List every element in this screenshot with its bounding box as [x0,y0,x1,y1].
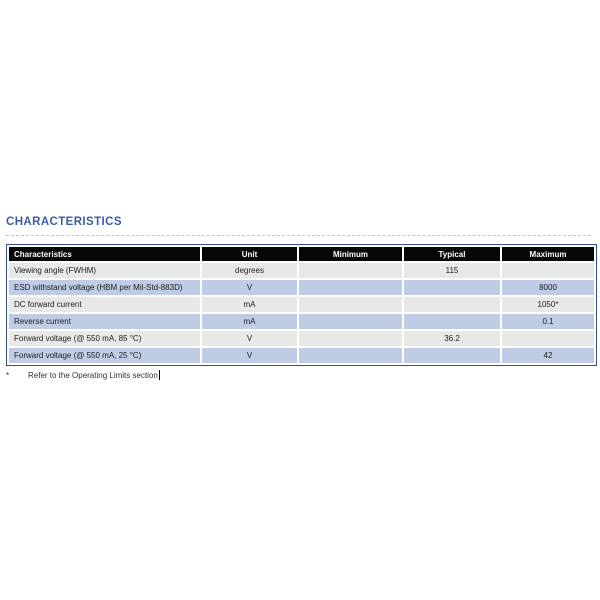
cell-maximum: 1050* [502,297,594,312]
table-row [9,331,594,346]
footnote [6,370,592,380]
cell-minimum [299,263,402,278]
characteristics-section [6,216,592,380]
column-header-minimum: Minimum [299,247,402,261]
cell-characteristic: Forward voltage (@ 550 mA, 25 °C) [9,348,200,363]
cell-minimum [299,297,402,312]
table-row [9,297,594,312]
cell-maximum [502,331,594,346]
cell-minimum [299,280,402,295]
column-header-unit: Unit [202,247,297,261]
cell-unit: mA [202,314,297,329]
cell-typical: 115 [404,263,500,278]
cell-unit: degrees [202,263,297,278]
cell-maximum: 0.1 [502,314,594,329]
cell-unit: V [202,280,297,295]
cell-maximum: 8000 [502,280,594,295]
cell-characteristic: Viewing angle (FWHM) [9,263,200,278]
table-header-row [9,247,594,261]
characteristics-table [6,244,597,366]
cell-unit: V [202,331,297,346]
table-row [9,263,594,278]
footnote-marker: * [6,370,10,380]
cell-unit: V [202,348,297,363]
cell-characteristic: Forward voltage (@ 550 mA, 85 °C) [9,331,200,346]
cell-typical [404,297,500,312]
cell-minimum [299,331,402,346]
cell-typical [404,314,500,329]
column-header-maximum: Maximum [502,247,594,261]
cell-maximum: 42 [502,348,594,363]
text-cursor-caret [159,370,160,380]
cell-typical [404,348,500,363]
cell-typical [404,280,500,295]
cell-typical: 36.2 [404,331,500,346]
cell-minimum [299,314,402,329]
section-title: CHARACTERISTICS [6,216,122,228]
column-header-typical: Typical [404,247,500,261]
column-header-characteristics: Characteristics [9,247,200,261]
cell-characteristic: Reverse current [9,314,200,329]
cell-unit: mA [202,297,297,312]
cell-minimum [299,348,402,363]
table-row [9,280,594,295]
table-row [9,314,594,329]
cell-maximum [502,263,594,278]
table-row [9,348,594,363]
cell-characteristic: DC forward current [9,297,200,312]
footnote-text: Refer to the Operating Limits section [28,370,158,380]
section-divider [6,235,591,236]
cell-characteristic: ESD withstand voltage (HBM per Mil-Std-883D) [9,280,200,295]
